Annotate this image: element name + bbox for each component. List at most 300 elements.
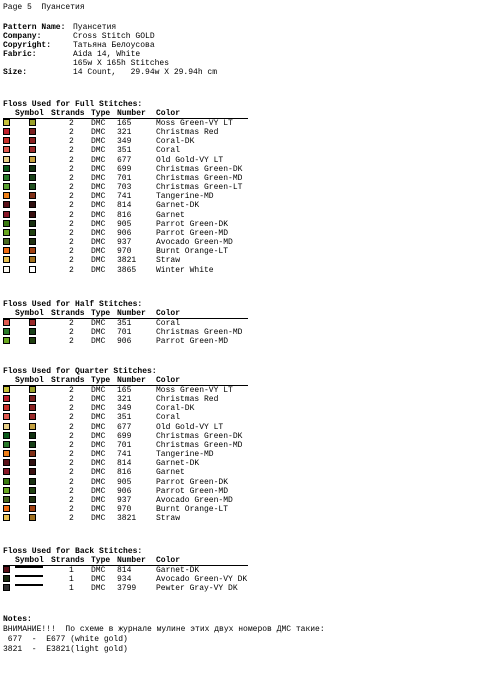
floss-strands: 2 <box>69 119 74 128</box>
floss-strands: 2 <box>69 413 74 423</box>
column-header-number: Number <box>117 109 146 118</box>
floss-type: DMC <box>91 238 106 248</box>
floss-number: 351 <box>117 413 132 423</box>
floss-swatch <box>3 137 10 144</box>
column-header-symbol: Symbol <box>15 109 44 118</box>
column-header-number: Number <box>117 309 146 318</box>
floss-swatch <box>3 256 10 263</box>
floss-color-name: Winter White <box>156 265 214 275</box>
floss-number: 701 <box>117 328 132 338</box>
floss-color-name: Coral <box>156 319 181 328</box>
floss-type: DMC <box>91 514 106 524</box>
floss-number: 321 <box>117 395 132 405</box>
floss-row <box>3 146 263 155</box>
floss-row <box>3 229 263 238</box>
floss-number: 906 <box>117 228 132 238</box>
floss-row <box>3 156 263 165</box>
column-header-color: Color <box>156 376 181 385</box>
floss-swatch <box>3 128 10 135</box>
floss-number: 165 <box>117 386 132 395</box>
floss-strands: 2 <box>69 386 74 395</box>
floss-row <box>3 487 263 496</box>
floss-symbol-icon <box>29 337 36 344</box>
floss-type: DMC <box>91 210 106 220</box>
notes-title: Notes: <box>3 615 32 624</box>
floss-color-name: Garnet-DK <box>156 566 200 575</box>
floss-color-name: Old Gold-VY LT <box>156 155 224 165</box>
floss-row <box>3 137 263 146</box>
backstitch-line-icon <box>15 584 43 586</box>
floss-row <box>3 450 263 459</box>
floss-number: 741 <box>117 450 132 460</box>
floss-number: 814 <box>117 201 132 211</box>
floss-symbol-icon <box>29 165 36 172</box>
floss-swatch <box>3 183 10 190</box>
floss-swatch <box>3 201 10 208</box>
floss-swatch <box>3 575 10 582</box>
floss-strands: 2 <box>69 514 74 524</box>
column-header-strands: Strands <box>51 109 85 118</box>
column-header-type: Type <box>91 376 111 385</box>
back-stitches-table <box>3 566 263 593</box>
floss-color-name: Christmas Green-MD <box>156 328 243 338</box>
floss-row <box>3 256 263 265</box>
floss-symbol-icon <box>29 192 36 199</box>
floss-strands: 2 <box>69 201 74 211</box>
floss-type: DMC <box>91 155 106 165</box>
info-value: Aida 14, White <box>73 50 141 59</box>
column-header-type: Type <box>91 309 111 318</box>
floss-number: 906 <box>117 337 132 347</box>
note-line: ВНИМАНИЕ!!! По схеме в журнале мулине этих двух номеров ДМС такие: <box>3 625 325 634</box>
floss-strands: 2 <box>69 422 74 432</box>
floss-symbol-icon <box>29 386 36 393</box>
floss-swatch <box>3 165 10 172</box>
floss-number: 351 <box>117 319 132 328</box>
quarter-column-headers <box>3 376 248 386</box>
floss-swatch <box>3 478 10 485</box>
floss-type: DMC <box>91 146 106 156</box>
floss-strands: 2 <box>69 450 74 460</box>
floss-type: DMC <box>91 450 106 460</box>
floss-swatch <box>3 247 10 254</box>
floss-swatch <box>3 386 10 393</box>
floss-type: DMC <box>91 440 106 450</box>
floss-symbol-icon <box>29 266 36 273</box>
column-header-strands: Strands <box>51 556 85 565</box>
floss-strands: 2 <box>69 328 74 338</box>
floss-row <box>3 584 263 593</box>
floss-type: DMC <box>91 201 106 211</box>
floss-symbol-icon <box>29 247 36 254</box>
info-value: Татьяна Белоусова <box>73 41 155 50</box>
floss-color-name: Parrot Green-DK <box>156 477 229 487</box>
half-stitches-title: Floss Used for Half Stitches: <box>3 300 143 309</box>
floss-type: DMC <box>91 495 106 505</box>
floss-row <box>3 566 263 575</box>
floss-strands: 2 <box>69 431 74 441</box>
floss-strands: 2 <box>69 459 74 469</box>
floss-strands: 2 <box>69 210 74 220</box>
floss-swatch <box>3 337 10 344</box>
floss-color-name: Christmas Green-MD <box>156 173 243 183</box>
floss-number: 677 <box>117 155 132 165</box>
floss-type: DMC <box>91 477 106 487</box>
floss-number: 937 <box>117 238 132 248</box>
floss-color-name: Parrot Green-MD <box>156 486 229 496</box>
floss-row <box>3 505 263 514</box>
info-row <box>3 41 155 50</box>
floss-color-name: Parrot Green-MD <box>156 228 229 238</box>
column-header-number: Number <box>117 556 146 565</box>
floss-swatch <box>3 119 10 126</box>
floss-row <box>3 247 263 256</box>
floss-symbol-icon <box>29 201 36 208</box>
back-stitches-title: Floss Used for Back Stitches: <box>3 547 143 556</box>
floss-row <box>3 432 263 441</box>
floss-number: 934 <box>117 575 132 585</box>
floss-row <box>3 220 263 229</box>
floss-color-name: Christmas Red <box>156 128 219 138</box>
floss-type: DMC <box>91 459 106 469</box>
floss-type: DMC <box>91 584 106 594</box>
floss-number: 741 <box>117 192 132 202</box>
floss-symbol-icon <box>29 146 36 153</box>
floss-symbol-icon <box>29 395 36 402</box>
floss-number: 905 <box>117 219 132 229</box>
floss-symbol-icon <box>29 450 36 457</box>
floss-color-name: Avocado Green-VY DK <box>156 575 248 585</box>
full-column-headers <box>3 109 248 119</box>
floss-color-name: Avocado Green-MD <box>156 238 233 248</box>
info-label: Copyright: <box>3 41 52 50</box>
floss-row <box>3 328 263 337</box>
back-column-headers <box>3 556 248 566</box>
floss-swatch <box>3 146 10 153</box>
floss-number: 701 <box>117 440 132 450</box>
floss-symbol-icon <box>29 478 36 485</box>
floss-strands: 2 <box>69 164 74 174</box>
floss-row <box>3 183 263 192</box>
column-header-strands: Strands <box>51 309 85 318</box>
floss-number: 3865 <box>117 265 137 275</box>
floss-type: DMC <box>91 328 106 338</box>
floss-type: DMC <box>91 431 106 441</box>
floss-color-name: Christmas Green-DK <box>156 164 243 174</box>
floss-color-name: Christmas Red <box>156 395 219 405</box>
floss-color-name: Pewter Gray-VY DK <box>156 584 238 594</box>
floss-type: DMC <box>91 137 106 147</box>
floss-strands: 2 <box>69 173 74 183</box>
floss-color-name: Christmas Green-MD <box>156 440 243 450</box>
floss-strands: 1 <box>69 566 74 575</box>
floss-type: DMC <box>91 228 106 238</box>
floss-strands: 2 <box>69 137 74 147</box>
backstitch-line-icon <box>15 575 43 577</box>
column-header-color: Color <box>156 109 181 118</box>
floss-type: DMC <box>91 219 106 229</box>
floss-color-name: Coral <box>156 413 181 423</box>
floss-number: 814 <box>117 459 132 469</box>
half-column-headers <box>3 309 248 319</box>
floss-swatch <box>3 487 10 494</box>
floss-swatch <box>3 395 10 402</box>
floss-strands: 2 <box>69 128 74 138</box>
floss-type: DMC <box>91 256 106 266</box>
floss-number: 703 <box>117 183 132 193</box>
column-header-strands: Strands <box>51 376 85 385</box>
floss-strands: 1 <box>69 575 74 585</box>
floss-number: 677 <box>117 422 132 432</box>
floss-strands: 2 <box>69 183 74 193</box>
floss-row <box>3 211 263 220</box>
floss-row <box>3 395 263 404</box>
floss-row <box>3 459 263 468</box>
info-row <box>3 59 169 68</box>
floss-strands: 2 <box>69 495 74 505</box>
floss-symbol-icon <box>29 128 36 135</box>
floss-row <box>3 128 263 137</box>
floss-row <box>3 238 263 247</box>
info-label: Company: <box>3 32 42 41</box>
note-line: 677 - E677 (white gold) <box>3 635 128 644</box>
floss-swatch <box>3 496 10 503</box>
floss-swatch <box>3 566 10 573</box>
floss-swatch <box>3 432 10 439</box>
floss-number: 165 <box>117 119 132 128</box>
floss-symbol-icon <box>29 137 36 144</box>
floss-swatch <box>3 192 10 199</box>
floss-swatch <box>3 423 10 430</box>
floss-swatch <box>3 404 10 411</box>
floss-swatch <box>3 505 10 512</box>
floss-color-name: Avocado Green-MD <box>156 495 233 505</box>
floss-color-name: Coral <box>156 146 181 156</box>
floss-number: 937 <box>117 495 132 505</box>
floss-color-name: Garnet-DK <box>156 201 200 211</box>
floss-strands: 2 <box>69 155 74 165</box>
floss-type: DMC <box>91 265 106 275</box>
floss-color-name: Garnet-DK <box>156 459 200 469</box>
floss-number: 816 <box>117 210 132 220</box>
floss-row <box>3 468 263 477</box>
floss-strands: 2 <box>69 319 74 328</box>
floss-row <box>3 192 263 201</box>
column-header-number: Number <box>117 376 146 385</box>
floss-number: 701 <box>117 173 132 183</box>
info-row <box>3 50 140 59</box>
floss-color-name: Coral-DK <box>156 137 195 147</box>
floss-strands: 2 <box>69 404 74 414</box>
floss-strands: 2 <box>69 486 74 496</box>
floss-row <box>3 514 263 523</box>
floss-row <box>3 266 263 275</box>
floss-strands: 2 <box>69 477 74 487</box>
floss-swatch <box>3 468 10 475</box>
floss-swatch <box>3 319 10 326</box>
column-header-color: Color <box>156 556 181 565</box>
floss-color-name: Christmas Green-LT <box>156 183 243 193</box>
floss-symbol-icon <box>29 328 36 335</box>
floss-symbol-icon <box>29 174 36 181</box>
floss-type: DMC <box>91 247 106 257</box>
floss-type: DMC <box>91 173 106 183</box>
floss-row <box>3 201 263 210</box>
floss-swatch <box>3 450 10 457</box>
floss-strands: 2 <box>69 505 74 515</box>
floss-symbol-icon <box>29 211 36 218</box>
floss-swatch <box>3 413 10 420</box>
full-stitches-table <box>3 119 263 275</box>
floss-swatch <box>3 459 10 466</box>
floss-swatch <box>3 156 10 163</box>
info-row <box>3 32 155 41</box>
floss-number: 3821 <box>117 256 137 266</box>
half-stitches-table <box>3 319 263 346</box>
floss-symbol-icon <box>29 229 36 236</box>
floss-type: DMC <box>91 566 106 575</box>
info-label: Fabric: <box>3 50 37 59</box>
floss-symbol-icon <box>29 156 36 163</box>
note-line: 3821 - E3821(light gold) <box>3 645 128 654</box>
floss-strands: 2 <box>69 247 74 257</box>
floss-number: 349 <box>117 404 132 414</box>
floss-strands: 2 <box>69 265 74 275</box>
floss-row <box>3 423 263 432</box>
floss-symbol-icon <box>29 505 36 512</box>
floss-type: DMC <box>91 386 106 395</box>
floss-color-name: Christmas Green-DK <box>156 431 243 441</box>
floss-symbol-icon <box>29 441 36 448</box>
floss-color-name: Tangerine-MD <box>156 450 214 460</box>
info-label: Pattern Name: <box>3 23 66 32</box>
floss-strands: 2 <box>69 228 74 238</box>
column-header-symbol: Symbol <box>15 376 44 385</box>
floss-swatch <box>3 238 10 245</box>
info-value: 165w X 165h Stitches <box>73 59 170 68</box>
floss-color-name: Parrot Green-DK <box>156 219 229 229</box>
floss-strands: 2 <box>69 337 74 347</box>
floss-type: DMC <box>91 319 106 328</box>
floss-color-name: Burnt Orange-LT <box>156 505 229 515</box>
floss-strands: 1 <box>69 584 74 594</box>
floss-symbol-icon <box>29 404 36 411</box>
quarter-stitches-title: Floss Used for Quarter Stitches: <box>3 367 157 376</box>
floss-symbol-icon <box>29 220 36 227</box>
column-header-symbol: Symbol <box>15 556 44 565</box>
floss-number: 970 <box>117 505 132 515</box>
column-header-type: Type <box>91 556 111 565</box>
floss-row <box>3 319 263 328</box>
floss-symbol-icon <box>29 256 36 263</box>
quarter-stitches-table <box>3 386 263 523</box>
floss-row <box>3 575 263 584</box>
floss-strands: 2 <box>69 440 74 450</box>
backstitch-line-icon <box>15 566 43 568</box>
floss-row <box>3 174 263 183</box>
info-value: Пуансетия <box>73 23 117 32</box>
floss-type: DMC <box>91 164 106 174</box>
floss-number: 816 <box>117 468 132 478</box>
floss-type: DMC <box>91 486 106 496</box>
floss-swatch <box>3 266 10 273</box>
floss-number: 814 <box>117 566 132 575</box>
floss-number: 970 <box>117 247 132 257</box>
floss-swatch <box>3 514 10 521</box>
floss-color-name: Moss Green-VY LT <box>156 386 233 395</box>
floss-swatch <box>3 211 10 218</box>
floss-color-name: Garnet <box>156 468 185 478</box>
floss-type: DMC <box>91 468 106 478</box>
floss-symbol-icon <box>29 459 36 466</box>
floss-symbol-icon <box>29 183 36 190</box>
floss-swatch <box>3 441 10 448</box>
page-header: Page 5 Пуансетия <box>3 3 85 12</box>
floss-color-name: Tangerine-MD <box>156 192 214 202</box>
floss-color-name: Moss Green-VY LT <box>156 119 233 128</box>
floss-strands: 2 <box>69 146 74 156</box>
floss-color-name: Coral-DK <box>156 404 195 414</box>
floss-symbol-icon <box>29 319 36 326</box>
info-row <box>3 68 217 77</box>
floss-strands: 2 <box>69 468 74 478</box>
floss-symbol-icon <box>29 238 36 245</box>
column-header-symbol: Symbol <box>15 309 44 318</box>
full-stitches-title: Floss Used for Full Stitches: <box>3 100 143 109</box>
floss-swatch <box>3 220 10 227</box>
floss-number: 3821 <box>117 514 137 524</box>
floss-row <box>3 386 263 395</box>
floss-number: 349 <box>117 137 132 147</box>
floss-type: DMC <box>91 404 106 414</box>
column-header-color: Color <box>156 309 181 318</box>
floss-row <box>3 413 263 422</box>
floss-number: 3799 <box>117 584 137 594</box>
column-header-type: Type <box>91 109 111 118</box>
floss-type: DMC <box>91 119 106 128</box>
floss-swatch <box>3 584 10 591</box>
info-value: 14 Count, 29.94w X 29.94h cm <box>73 68 218 77</box>
floss-row <box>3 337 263 346</box>
floss-number: 699 <box>117 431 132 441</box>
floss-type: DMC <box>91 128 106 138</box>
floss-symbol-icon <box>29 514 36 521</box>
floss-color-name: Burnt Orange-LT <box>156 247 229 257</box>
floss-type: DMC <box>91 337 106 347</box>
floss-number: 905 <box>117 477 132 487</box>
floss-row <box>3 119 263 128</box>
floss-type: DMC <box>91 192 106 202</box>
floss-type: DMC <box>91 183 106 193</box>
floss-type: DMC <box>91 413 106 423</box>
floss-color-name: Straw <box>156 256 181 266</box>
floss-type: DMC <box>91 505 106 515</box>
floss-row <box>3 496 263 505</box>
floss-number: 321 <box>117 128 132 138</box>
floss-strands: 2 <box>69 219 74 229</box>
floss-type: DMC <box>91 422 106 432</box>
floss-symbol-icon <box>29 496 36 503</box>
floss-number: 351 <box>117 146 132 156</box>
floss-strands: 2 <box>69 256 74 266</box>
floss-row <box>3 404 263 413</box>
floss-swatch <box>3 229 10 236</box>
floss-swatch <box>3 174 10 181</box>
info-value: Cross Stitch GOLD <box>73 32 155 41</box>
floss-symbol-icon <box>29 468 36 475</box>
floss-color-name: Straw <box>156 514 181 524</box>
floss-row <box>3 478 263 487</box>
